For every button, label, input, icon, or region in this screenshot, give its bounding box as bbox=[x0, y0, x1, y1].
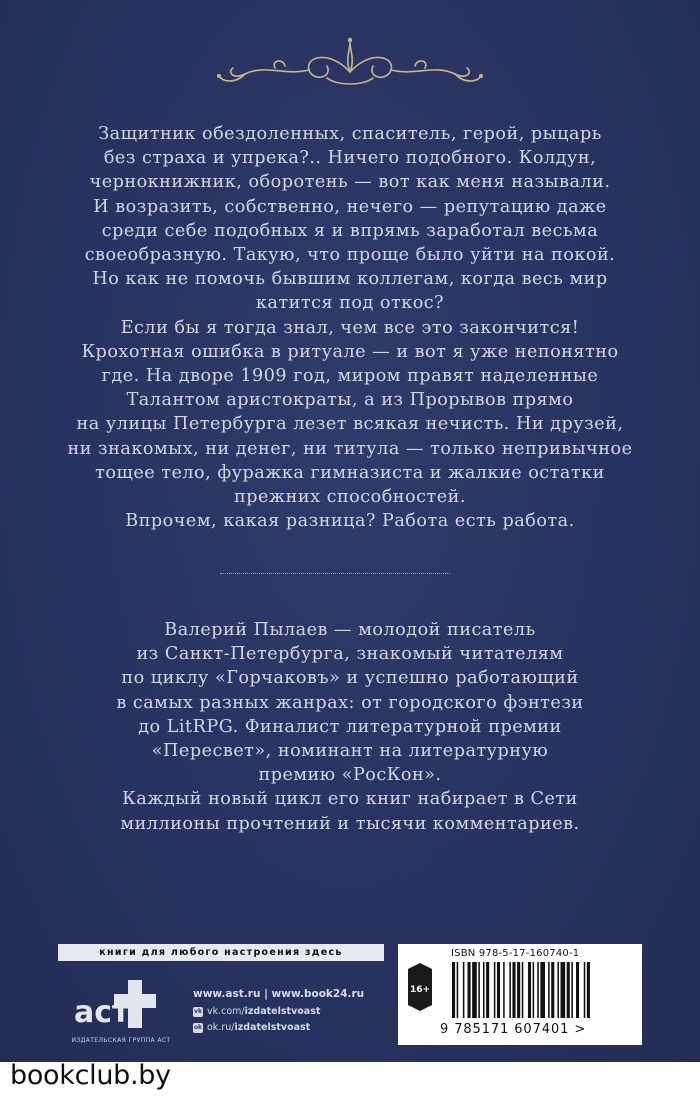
barcode-icon bbox=[450, 962, 635, 1018]
ok-icon: ok bbox=[193, 1024, 203, 1031]
annotation-line: среди себе подобных я и впрямь заработал весьма bbox=[101, 220, 599, 241]
annotation-line: на улицы Петербурга лезет всякая нечисть. Ни друзей, bbox=[76, 414, 624, 435]
publisher-slogan: книги для любого настроения здесь bbox=[58, 944, 384, 961]
logo-text: аст bbox=[74, 995, 130, 1030]
bio-line: из Санкт-Петербурга, знакомый читателям bbox=[136, 644, 564, 665]
annotation-line: Если бы я тогда знал, чем все это закончится! bbox=[120, 317, 580, 338]
bio-line: Каждый новый цикл его книг набирает в Сети bbox=[122, 789, 578, 810]
annotation-line: тощее тело, фуражка гимназиста и жалкие остатки bbox=[95, 462, 605, 483]
vk-icon: vk bbox=[194, 1008, 202, 1015]
bio-line: до LitRPG. Финалист литературной премии bbox=[138, 716, 562, 737]
ast-logo-icon bbox=[62, 972, 182, 1047]
bio-line: в самых разных жанрах: от городского фэнтези bbox=[116, 692, 584, 713]
barcode-digits: 9 785171 607401 > bbox=[440, 1022, 587, 1037]
ok-prefix: ok.ru/ bbox=[207, 1022, 235, 1033]
bio-line: по циклу «Горчаковъ» и успешно работающий bbox=[121, 668, 579, 689]
bio-line: миллионы прочтений и тысячи комментариев. bbox=[120, 813, 580, 834]
age-rating-text: 16+ bbox=[409, 985, 431, 995]
publisher-caption: ИЗДАТЕЛЬСКАЯ ГРУППА АСТ bbox=[71, 1037, 171, 1044]
bio-line: премию «РосКон». bbox=[258, 765, 442, 786]
isbn: ISBN 978-5-17-160740-1 bbox=[451, 948, 580, 959]
annotation-line: прежних способностей. bbox=[234, 487, 466, 508]
publisher-websites[interactable]: www.ast.ru | www.book24.ru bbox=[193, 988, 365, 1000]
annotation-line: Крохотная ошибка в ритуале — и вот я уже непонятно bbox=[81, 341, 619, 362]
bio-line: «Пересвет», номинант на литературную bbox=[151, 741, 549, 762]
dotted-divider bbox=[220, 573, 450, 574]
annotation-line: своеобразную. Такую, что проще было уйти на покой. bbox=[84, 245, 616, 266]
annotation-line: где. На дворе 1909 год, миром правят наделенные bbox=[101, 366, 599, 387]
vk-prefix: vk.com/ bbox=[207, 1006, 245, 1017]
annotation-line: катится под откос? bbox=[255, 293, 445, 314]
annotation-line: Талантом аристократы, а из Прорывов прямо bbox=[126, 390, 574, 411]
vk-handle: izdatelstvoast bbox=[244, 1006, 321, 1017]
vk-link[interactable] bbox=[193, 1006, 320, 1017]
age-rating-badge-icon bbox=[406, 963, 434, 1011]
ok-link[interactable] bbox=[193, 1022, 310, 1033]
annotation-line: Но как не помочь бывшим коллегам, когда весь мир bbox=[92, 269, 608, 290]
annotation-line: ни знакомых, ни денег, ни титула — только непривычное bbox=[67, 438, 633, 459]
annotation-line: Защитник обездоленных, спаситель, герой, рыцарь bbox=[98, 124, 602, 144]
annotation-line: чернокнижник, оборотень — вот как меня называли. bbox=[89, 172, 611, 193]
ornament-flourish-icon bbox=[205, 20, 495, 100]
author-bio bbox=[60, 618, 640, 836]
annotation-line: И возразить, собственно, нечего — репутацию даже bbox=[93, 196, 607, 217]
watermark: bookclub.by bbox=[10, 1060, 171, 1091]
annotation-line: без страха и упрека?.. Ничего подобного. Колдун, bbox=[103, 148, 597, 169]
bio-line: Валерий Пылаев — молодой писатель bbox=[164, 620, 536, 640]
ok-handle: izdatelstvoast bbox=[234, 1022, 311, 1033]
annotation-line: Впрочем, какая разница? Работа есть работа. bbox=[125, 511, 575, 532]
book-annotation bbox=[60, 122, 640, 533]
